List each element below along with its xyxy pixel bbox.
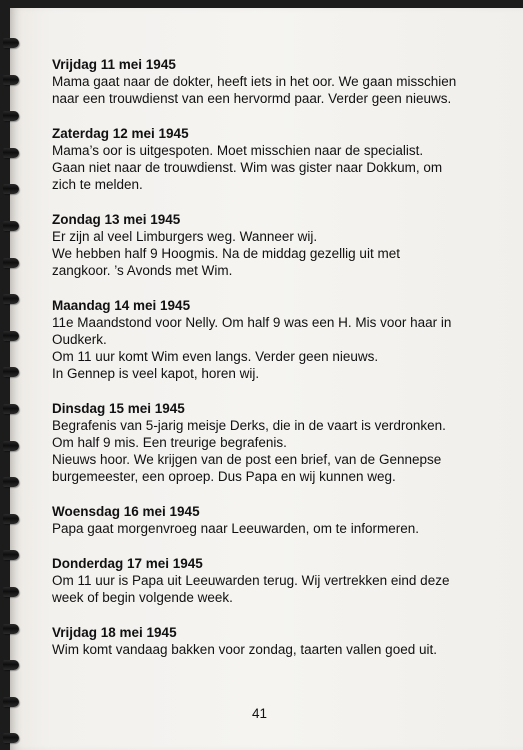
- binding-coil: [3, 477, 19, 487]
- binding-coil: [3, 38, 19, 48]
- binding-coil: [3, 258, 19, 268]
- entry-text-line: naar een trouwdienst van een hervormd paar. Verder geen nieuws.: [52, 91, 452, 106]
- entry-text-line: burgemeester, een oproep. Dus Papa en wij kunnen weg.: [52, 469, 396, 484]
- entry-text-line: Mama gaat naar de dokter, heeft iets in het oor. We gaan misschien: [52, 74, 457, 89]
- binding-coil: [3, 184, 19, 194]
- binding-coil: [3, 733, 19, 743]
- entry-text-line: Om 11 uur komt Wim even langs. Verder geen nieuws.: [52, 349, 379, 364]
- entry-date: Woensdag 16 mei 1945: [52, 504, 200, 519]
- entry-text-line: Om half 9 mis. Een treurige begrafenis.: [52, 435, 287, 450]
- entry-date: Donderdag 17 mei 1945: [52, 556, 203, 571]
- binding-coil: [3, 75, 19, 85]
- binding-coil: [3, 624, 19, 634]
- binding-coil: [3, 148, 19, 158]
- diary-entry: [52, 624, 502, 658]
- entry-text-line: 11e Maandstond voor Nelly. Om half 9 was een H. Mis voor haar in: [52, 315, 452, 330]
- binding-coil: [3, 441, 19, 451]
- diary-entry: [52, 297, 502, 382]
- entry-date: Vrijdag 11 mei 1945: [52, 57, 176, 72]
- entry-text-line: Nieuws hoor. We krijgen van de post een brief, van de Gennepse: [52, 452, 442, 467]
- entry-date: Zondag 13 mei 1945: [52, 212, 181, 227]
- page-number: 41: [252, 706, 268, 721]
- entry-date: Maandag 14 mei 1945: [52, 298, 191, 313]
- entry-text-line: In Gennep is veel kapot, horen wij.: [52, 366, 260, 381]
- diary-entry: [52, 125, 502, 193]
- binding-coil: [3, 550, 19, 560]
- binding-coil: [3, 221, 19, 231]
- entry-text-line: Wim komt vandaag bakken voor zondag, taarten vallen goed uit.: [52, 642, 437, 657]
- entry-date: Dinsdag 15 mei 1945: [52, 401, 185, 416]
- binding-coil: [3, 294, 19, 304]
- binding-coil: [3, 331, 19, 341]
- binding-coil: [3, 367, 19, 377]
- diary-content: [52, 56, 502, 676]
- entry-text-line: zich te melden.: [52, 177, 143, 192]
- entry-text-line: Mama’s oor is uitgespoten. Moet misschien naar de specialist.: [52, 143, 424, 158]
- diary-entry: [52, 56, 502, 107]
- entry-text-line: Papa gaat morgenvroeg naar Leeuwarden, om te informeren.: [52, 521, 419, 536]
- entry-text-line: Er zijn al veel Limburgers weg. Wanneer wij.: [52, 229, 318, 244]
- entry-text-line: Begrafenis van 5-jarig meisje Derks, die in de vaart is verdronken.: [52, 418, 446, 433]
- binding-coil: [3, 111, 19, 121]
- binding-coil: [3, 697, 19, 707]
- binding-coil: [3, 514, 19, 524]
- binding-coil: [3, 660, 19, 670]
- entry-text-line: zangkoor. ’s Avonds met Wim.: [52, 263, 233, 278]
- binding-coil: [3, 404, 19, 414]
- entry-text-line: Gaan niet naar de trouwdienst. Wim was gister naar Dokkum, om: [52, 160, 443, 175]
- diary-entry: [52, 503, 502, 537]
- entry-text-line: We hebben half 9 Hoogmis. Na de middag gezellig uit met: [52, 246, 400, 261]
- entry-text-line: Om 11 uur is Papa uit Leeuwarden terug. Wij vertrekken eind deze: [52, 573, 450, 588]
- entry-text-line: week of begin volgende week.: [52, 590, 233, 605]
- diary-entry: [52, 555, 502, 606]
- diary-entry: [52, 400, 502, 485]
- entry-date: Vrijdag 18 mei 1945: [52, 625, 177, 640]
- entry-date: Zaterdag 12 mei 1945: [52, 126, 189, 141]
- spiral-binding: [0, 0, 22, 750]
- diary-entry: [52, 211, 502, 279]
- binding-coil: [3, 587, 19, 597]
- entry-text-line: Oudkerk.: [52, 332, 107, 347]
